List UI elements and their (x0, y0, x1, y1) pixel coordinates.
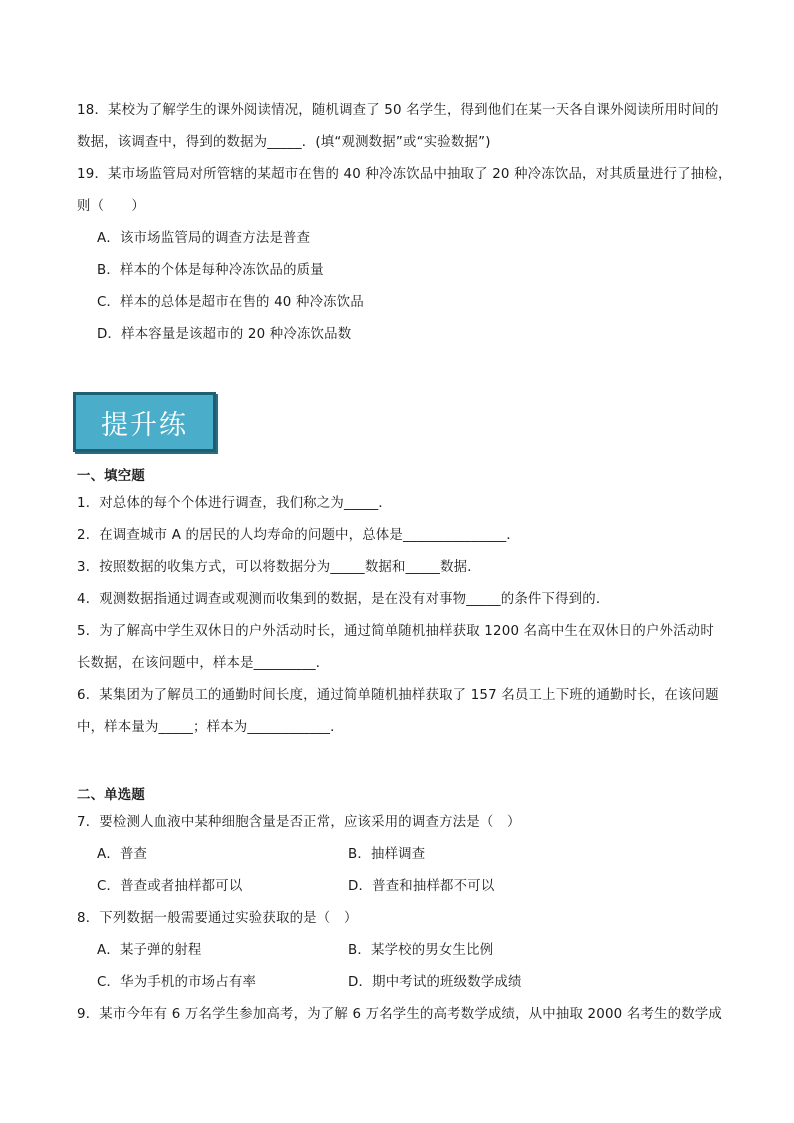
fill-q5-line1: 5．为了解高中学生双休日的户外活动时长，通过简单随机抽样获取 1200 名高中生在双休日的户外活动时 (77, 624, 714, 639)
q18-line2: 数据，该调查中，得到的数据为_____．(填“观测数据”或“实验数据”) (77, 135, 491, 150)
mc-q7-option-c: C．普查或者抽样都可以 (97, 879, 243, 894)
fill-q2: 2．在调查城市 A 的居民的人均寿命的问题中，总体是_______________． (77, 528, 521, 543)
section-badge-label: 提升练 (101, 409, 188, 441)
q18-line1: 18．某校为了解学生的课外阅读情况，随机调查了 50 名学生，得到他们在某一天各自课外阅读所用时间的 (77, 103, 719, 118)
q19-line1: 19．某市场监管局对所管辖的某超市在售的 40 种冷冻饮品中抽取了 20 种冷冻饮品，对其质量进行了抽检， (77, 167, 732, 182)
mc-q8-option-b: B．某学校的男女生比例 (348, 943, 494, 958)
section-heading-fill: 一、填空题 (77, 469, 145, 484)
q19-line2: 则（ ） (77, 199, 145, 214)
fill-q4: 4．观测数据指通过调查或观测而收集到的数据，是在没有对事物_____的条件下得到的． (77, 592, 610, 607)
fill-q1: 1．对总体的每个个体进行调查，我们称之为_____． (77, 496, 393, 511)
mc-q8-option-a: A．某子弹的射程 (97, 943, 202, 958)
mc-q7-option-a: A．普查 (97, 847, 148, 862)
q19-option-a: A．该市场监管局的调查方法是普查 (97, 231, 311, 246)
fill-q6-line2: 中，样本量为_____；样本为____________． (77, 720, 344, 735)
section-badge (73, 392, 216, 452)
mc-q7-option-b: B．抽样调查 (348, 847, 426, 862)
section-heading-choice: 二、单选题 (77, 788, 145, 803)
fill-q6-line1: 6．某集团为了解员工的通勤时间长度，通过简单随机抽样获取了 157 名员工上下班的通勤时长，在该问题 (77, 688, 719, 703)
mc-q7: 7．要检测人血液中某种细胞含量是否正常，应该采用的调查方法是（ ） (77, 815, 521, 830)
mc-q9-line1: 9．某市今年有 6 万名学生参加高考，为了解 6 万名学生的高考数学成绩，从中抽取 2000 名考生的数学成 (77, 1007, 722, 1022)
q19-option-d: D．样本容量是该超市的 20 种冷冻饮品数 (97, 327, 352, 342)
q19-option-c: C．样本的总体是超市在售的 40 种冷冻饮品 (97, 295, 364, 310)
fill-q5-line2: 长数据，在该问题中，样本是_________． (77, 656, 330, 671)
mc-q8: 8．下列数据一般需要通过实验获取的是（ ） (77, 911, 358, 926)
mc-q8-option-c: C．华为手机的市场占有率 (97, 975, 257, 990)
fill-q3: 3．按照数据的收集方式，可以将数据分为_____数据和_____数据． (77, 560, 481, 575)
mc-q7-option-d: D．普查和抽样都不可以 (348, 879, 495, 894)
q19-option-b: B．样本的个体是每种冷冻饮品的质量 (97, 263, 324, 278)
mc-q8-option-d: D．期中考试的班级数学成绩 (348, 975, 522, 990)
